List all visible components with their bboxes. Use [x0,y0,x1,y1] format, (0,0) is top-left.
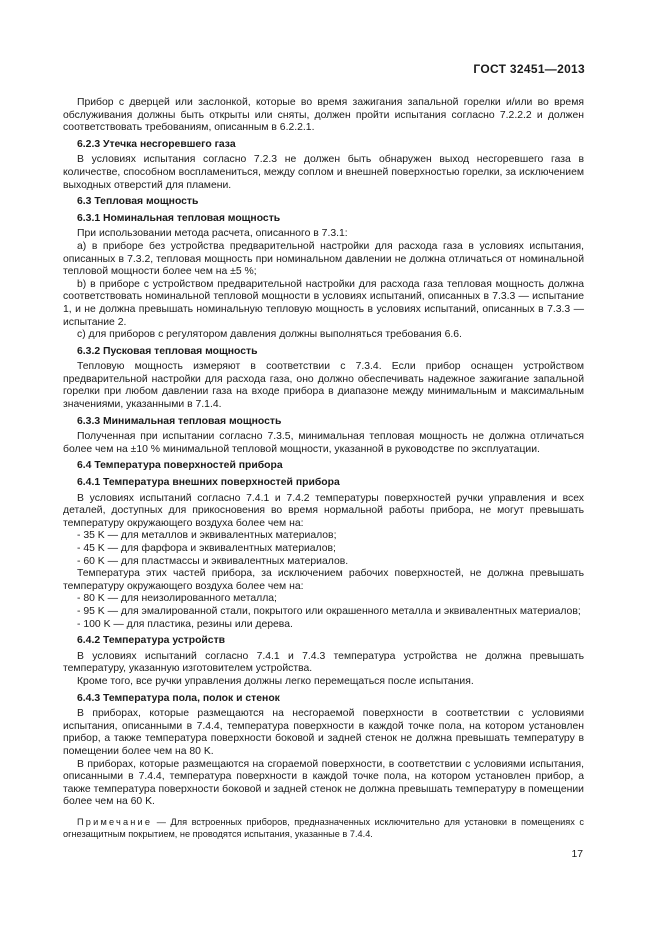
paragraph: Температура этих частей прибора, за исключением рабочих поверхностей, не должна превышать температуру окружающего воздуха более чем на: [63,568,584,592]
list-item-c: c) для приборов с регулятором давления должны выполняться требования 6.6. [77,329,462,341]
section-heading-6-2-3: 6.2.3 Утечка несгоревшего газа [77,138,236,150]
list-item-a: a) в приборе без устройства предварительной настройки для расхода газа в условиях испытания, описанных в 7.3.2, тепловая мощность при номинальном давлении не должна отличаться от номинальной тепловой мощности более чем на ±5 %; [63,240,584,278]
section-heading-6-3: 6.3 Тепловая мощность [77,196,199,208]
document-body [63,97,584,841]
section-heading-6-4: 6.4 Температура поверхностей прибора [77,460,283,472]
paragraph: В приборах, которые размещаются на несгораемой поверхности в соответствии с условиями испытания, описанными в 7.4.4, температура поверхности в каждой точке пола, на котором установлен прибор, а также температура поверхности боковой и задней стенок не должна превышать температуру в помещении более чем на 80 K. [63,708,584,757]
paragraph: При использовании метода расчета, описанного в 7.3.1: [77,228,348,240]
list-item: - 95 K — для эмалированной стали, покрытого или окрашенного металла и эквивалентных материалов; [77,605,581,617]
note [63,816,584,841]
paragraph: Прибор с дверцей или заслонкой, которые во время зажигания запальной горелки и/или во время обслуживания должны быть открыты или сняты, должен пройти испытания согласно 7.2.2.2 и должен соответствовать требованиям, описанным в 6.2.2.1. [63,97,584,134]
list-item: - 60 K — для пластмассы и эквивалентных материалов. [77,555,349,567]
list-item: - 100 K — для пластика, резины или дерева. [77,618,293,630]
note-text: — Для встроенных приборов, предназначенных исключительно для установки в помещениях с огнезащитным покрытием, не проводятся испытания, указанные в 7.4.4. [63,816,584,840]
list-item: - 35 K — для металлов и эквивалентных материалов; [77,530,337,542]
list-item: - 80 K — для неизолированного металла; [77,593,277,605]
section-heading-6-4-1: 6.4.1 Температура внешних поверхностей прибора [77,477,340,489]
paragraph: Полученная при испытании согласно 7.3.5, минимальная тепловая мощность не должна отличаться более чем на ±10 % минимальной тепловой мощности, указанной в руководстве по эксплуатации. [63,431,584,455]
paragraph: В условиях испытаний согласно 7.4.1 и 7.4.3 температура устройства не должна превышать температуру, указанную изготовителем устройства. [63,650,584,675]
list-item-b: b) в приборе с устройством предварительной настройки для расхода газа тепловая мощность должна соответствовать номинальной тепловой мощности в условиях испытаний, описанных в 7.3.3 — испытание 1, и не должна превышать номинальную тепловую мощность в условиях испытаний, описанных в 7.3.3 — испытание 2. [63,278,584,328]
paragraph: В условиях испытания согласно 7.2.3 не должен быть обнаружен выход несгоревшего газа в количестве, способном воспламениться, между соплом и внешней поверхностью горелки, за исключением выходных отверстий для пламени. [63,154,584,191]
section-heading-6-4-3: 6.4.3 Температура пола, полок и стенок [77,692,280,704]
section-heading-6-3-1: 6.3.1 Номинальная тепловая мощность [77,212,281,224]
paragraph: В условиях испытаний согласно 7.4.1 и 7.4.2 температуры поверхностей ручки управления и всех деталей, доступных для прикосновения во время нормальной работы прибора, не могут превышать температуру окружающего воздуха более чем на: [63,492,584,529]
paragraph: Тепловую мощность измеряют в соответствии с 7.3.4. Если прибор оснащен устройством предварительной настройки для расхода газа, оно должно обеспечивать надежное зажигание запальной горелки при любом давлении газа на входе прибора в диапазоне между минимальным и максимальным значениями, указанными в 7.1.4. [63,361,584,411]
section-heading-6-4-2: 6.4.2 Температура устройств [77,635,226,647]
page-number: 17 [571,849,583,860]
section-heading-6-3-3: 6.3.3 Минимальная тепловая мощность [77,415,282,427]
note-label: Примечание [77,816,153,827]
paragraph: В приборах, которые размещаются на сгораемой поверхности, в соответствии с условиями испытания, описанными в 7.4.4, температура поверхности в каждой точке пола, на котором установлен прибор, а также температура поверхности боковой и задней стенок не должна превышать температуру в помещении более чем на 60 K. [63,758,584,808]
paragraph: Кроме того, все ручки управления должны легко перемещаться после испытания. [77,675,474,687]
list-item: - 45 K — для фарфора и эквивалентных материалов; [77,543,336,554]
document-header: ГОСТ 32451—2013 [473,62,585,76]
section-heading-6-3-2: 6.3.2 Пусковая тепловая мощность [77,345,258,357]
